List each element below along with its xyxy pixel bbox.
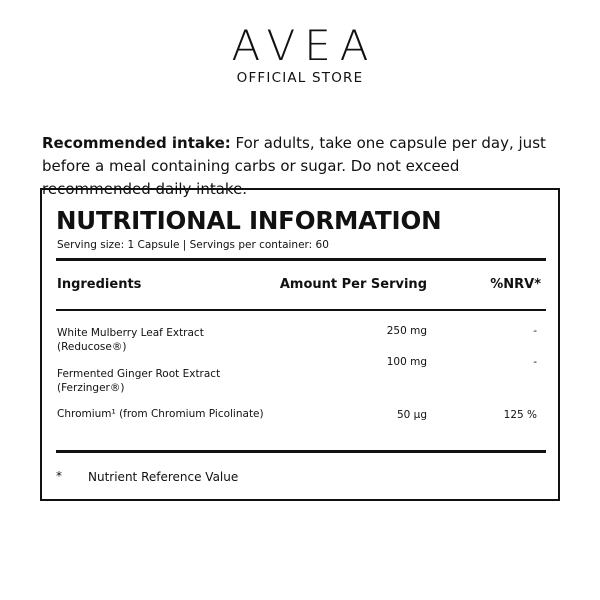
- ingredient-nrv: 125 %: [503, 409, 537, 421]
- ingredient-nrv: -: [533, 325, 537, 337]
- brand-logo: AVEA: [231, 21, 378, 70]
- ingredient-name: Chromium¹ (from Chromium Picolinate): [57, 408, 264, 420]
- column-header-ingredients: Ingredients: [57, 277, 142, 292]
- serving-info: Serving size: 1 Capsule | Servings per container: 60: [57, 239, 329, 251]
- nutrition-panel: [40, 188, 560, 501]
- recommended-intake-label: Recommended intake:: [42, 134, 231, 152]
- ingredient-name: Fermented Ginger Root Extract (Ferzinger®): [57, 368, 221, 394]
- divider-header: [56, 309, 546, 311]
- ingredient-nrv: -: [533, 356, 537, 368]
- ingredient-amount: 250 mg: [386, 325, 427, 337]
- ingredient-amount: 50 µg: [396, 409, 427, 421]
- footnote-text: Nutrient Reference Value: [88, 470, 239, 484]
- column-header-amount: Amount Per Serving: [279, 277, 427, 292]
- brand-subtitle: OFFICIAL STORE: [236, 70, 364, 86]
- divider-thick: [56, 258, 546, 261]
- footnote-mark: *: [56, 469, 62, 483]
- recommended-intake-text: For adults, take one capsule per day, just before a meal containing carbs or sugar. Do not exceed recommended daily intake.: [42, 134, 546, 198]
- column-header-nrv: %NRV*: [490, 277, 541, 292]
- ingredient-amount: 100 mg: [386, 356, 427, 368]
- divider-bottom: [56, 450, 546, 453]
- brand-header: [0, 22, 600, 87]
- panel-title: NUTRITIONAL INFORMATION: [56, 206, 442, 235]
- ingredient-name: White Mulberry Leaf Extract (Reducose®): [57, 327, 204, 353]
